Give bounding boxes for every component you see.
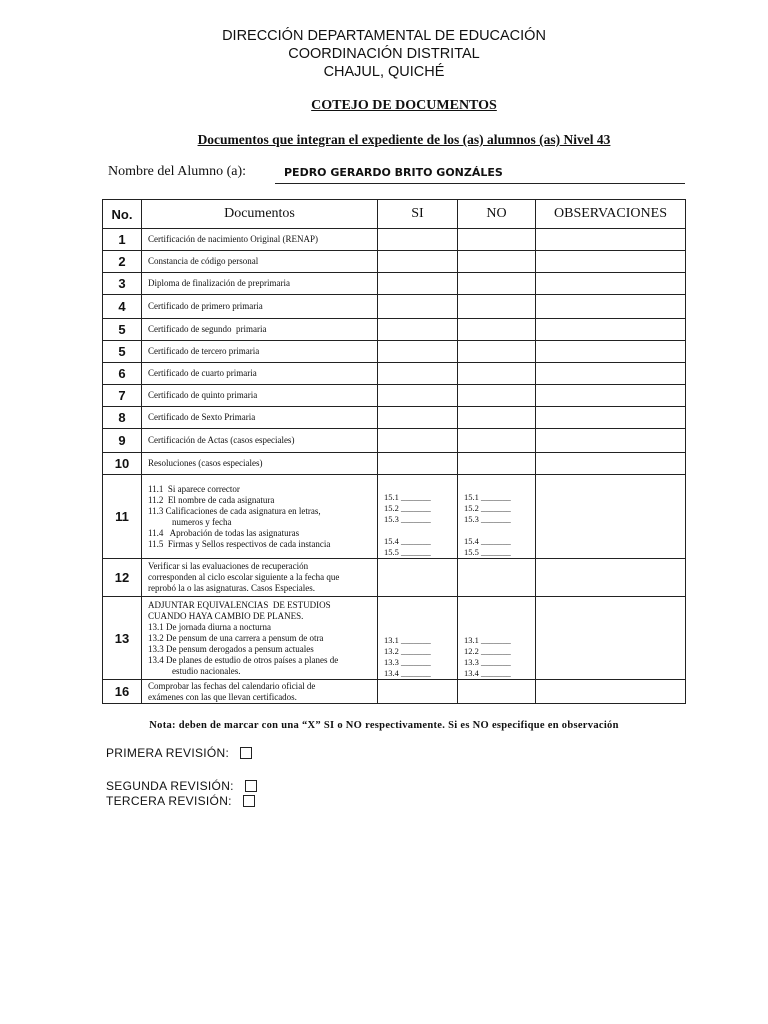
document-description <box>142 251 378 273</box>
observaciones-cell[interactable] <box>536 475 686 559</box>
document-line: numeros y fecha <box>172 516 232 527</box>
table-row <box>103 475 686 559</box>
si-cell[interactable] <box>378 341 458 363</box>
si-cell[interactable] <box>378 273 458 295</box>
table-header-row <box>103 200 686 229</box>
table-row <box>103 385 686 407</box>
no-cell[interactable] <box>458 229 536 251</box>
si-cell[interactable] <box>378 429 458 453</box>
table-row <box>103 273 686 295</box>
no-cell[interactable] <box>458 597 536 680</box>
document-line: 11.3 Calificaciones de cada asignatura en letras, <box>148 505 321 516</box>
document-line: estudio nacionales. <box>172 665 241 676</box>
no-cell[interactable] <box>458 295 536 319</box>
document-line: 13.3 De pensum derogados a pensum actuales <box>148 643 314 654</box>
row-number: 6 <box>103 363 142 385</box>
si-cell[interactable] <box>378 597 458 680</box>
document-description <box>142 385 378 407</box>
document-description <box>142 341 378 363</box>
no-cell-line: 15.5 _______ <box>464 547 511 557</box>
document-line: 11.1 Si aparece corrector <box>148 483 240 494</box>
document-description <box>142 295 378 319</box>
no-cell-line: 13.3 _______ <box>464 657 511 667</box>
observaciones-cell[interactable] <box>536 385 686 407</box>
no-cell-line: 13.4 _______ <box>464 668 511 678</box>
header-si: SI <box>378 200 458 229</box>
observaciones-cell[interactable] <box>536 407 686 429</box>
no-cell-line: 13.1 _______ <box>464 635 511 645</box>
table-row <box>103 453 686 475</box>
observaciones-cell[interactable] <box>536 363 686 385</box>
primera-revision-checkbox[interactable] <box>240 747 252 759</box>
table-row <box>103 229 686 251</box>
document-line: Certificado de primero primaria <box>148 301 263 311</box>
no-cell-line: 15.3 _______ <box>464 514 511 524</box>
si-cell[interactable] <box>378 680 458 704</box>
document-description <box>142 319 378 341</box>
row-number: 5 <box>103 341 142 363</box>
document-line: Certificado de cuarto primaria <box>148 368 257 378</box>
no-cell-line: 15.4 _______ <box>464 536 511 546</box>
no-cell[interactable] <box>458 273 536 295</box>
document-description <box>142 363 378 385</box>
no-cell[interactable] <box>458 385 536 407</box>
no-cell-line: 15.2 _______ <box>464 503 511 513</box>
si-cell-line: 13.4 _______ <box>384 668 431 678</box>
table-row <box>103 341 686 363</box>
document-line: ADJUNTAR EQUIVALENCIAS DE ESTUDIOS <box>148 599 331 610</box>
si-cell[interactable] <box>378 453 458 475</box>
si-cell[interactable] <box>378 295 458 319</box>
no-cell[interactable] <box>458 475 536 559</box>
row-number: 3 <box>103 273 142 295</box>
table-row <box>103 363 686 385</box>
row-number: 1 <box>103 229 142 251</box>
header-no: No. <box>103 200 142 229</box>
no-cell-line <box>464 525 535 536</box>
no-cell[interactable] <box>458 453 536 475</box>
observaciones-cell[interactable] <box>536 680 686 704</box>
observaciones-cell[interactable] <box>536 319 686 341</box>
row-number: 9 <box>103 429 142 453</box>
row-number: 7 <box>103 385 142 407</box>
student-name-field[interactable]: PEDRO GERARDO BRITO GONZÁLES <box>275 166 685 184</box>
document-description <box>142 597 378 680</box>
observaciones-cell[interactable] <box>536 597 686 680</box>
observaciones-cell[interactable] <box>536 341 686 363</box>
no-cell-line: 15.1 _______ <box>464 492 511 502</box>
document-line: Comprobar las fechas del calendario oficial de <box>148 680 316 691</box>
document-description <box>142 475 378 559</box>
documents-table <box>102 199 686 704</box>
document-subtitle: Documentos que integran el expediente de los (as) alumnos (as) Nivel 43 <box>197 132 611 147</box>
observaciones-cell[interactable] <box>536 559 686 597</box>
header-line-3: CHAJUL, QUICHÉ <box>323 64 445 80</box>
document-description <box>142 273 378 295</box>
primera-revision-label: PRIMERA REVISIÓN: <box>106 746 230 760</box>
row-number: 11 <box>103 475 142 559</box>
si-cell-line: 15.4 _______ <box>384 536 431 546</box>
document-line: Diploma de finalización de preprimaria <box>148 278 290 288</box>
si-cell-line: 15.2 _______ <box>384 503 431 513</box>
no-cell[interactable] <box>458 407 536 429</box>
si-cell-line: 13.3 _______ <box>384 657 431 667</box>
si-cell[interactable] <box>378 559 458 597</box>
si-cell[interactable] <box>378 407 458 429</box>
document-line: Certificado de Sexto Primaria <box>148 412 256 422</box>
table-row <box>103 429 686 453</box>
table-row <box>103 680 686 704</box>
observaciones-cell[interactable] <box>536 251 686 273</box>
row-number: 2 <box>103 251 142 273</box>
document-description <box>142 229 378 251</box>
row-number: 4 <box>103 295 142 319</box>
document-line: 13.1 De jornada diurna a nocturna <box>148 621 271 632</box>
observaciones-cell[interactable] <box>536 229 686 251</box>
document-description <box>142 429 378 453</box>
table-row <box>103 407 686 429</box>
tercera-revision-row <box>106 794 255 808</box>
document-line: 13.2 De pensum de una carrera a pensum de otra <box>148 632 324 643</box>
no-cell[interactable] <box>458 429 536 453</box>
document-line: Verificar si las evaluaciones de recuperación <box>148 561 309 571</box>
table-row <box>103 319 686 341</box>
si-cell[interactable] <box>378 251 458 273</box>
row-number: 13 <box>103 597 142 680</box>
no-cell-line: 12.2 _______ <box>464 646 511 656</box>
row-number: 8 <box>103 407 142 429</box>
document-line: Resoluciones (casos especiales) <box>148 458 263 468</box>
table-row <box>103 597 686 680</box>
no-cell[interactable] <box>458 319 536 341</box>
row-number: 12 <box>103 559 142 597</box>
si-cell-line: 15.5 _______ <box>384 547 431 557</box>
student-name-label: Nombre del Alumno (a): <box>108 164 247 179</box>
si-cell-line <box>384 525 457 536</box>
observaciones-cell[interactable] <box>536 429 686 453</box>
observaciones-cell[interactable] <box>536 453 686 475</box>
document-line: corresponden al ciclo escolar siguiente a la fecha que <box>148 572 340 582</box>
si-cell[interactable] <box>378 363 458 385</box>
document-line: Certificado de segundo primaria <box>148 324 267 334</box>
header-documentos: Documentos <box>142 200 378 229</box>
si-cell-line: 13.1 _______ <box>384 635 431 645</box>
document-line: reprobó la o las asignaturas. Casos Especiales. <box>148 583 315 593</box>
observaciones-cell[interactable] <box>536 295 686 319</box>
document-line: Constancia de código personal <box>148 256 259 266</box>
document-line: exámenes con las que llevan certificados. <box>148 691 297 702</box>
observaciones-cell[interactable] <box>536 273 686 295</box>
no-cell[interactable] <box>458 363 536 385</box>
header-line-2: COORDINACIÓN DISTRITAL <box>288 46 480 62</box>
table-row <box>103 295 686 319</box>
si-cell[interactable] <box>378 319 458 341</box>
document-line: Certificado de quinto primaria <box>148 390 258 400</box>
segunda-revision-label: SEGUNDA REVISIÓN: <box>106 779 234 793</box>
no-cell[interactable] <box>458 251 536 273</box>
document-line: 11.4 Aprobación de todas las asignaturas <box>148 527 300 538</box>
no-cell[interactable] <box>458 341 536 363</box>
document-line: CUANDO HAYA CAMBIO DE PLANES. <box>148 610 304 621</box>
row-number: 10 <box>103 453 142 475</box>
header-no-col: NO <box>458 200 536 229</box>
no-cell[interactable] <box>458 680 536 704</box>
row-number: 5 <box>103 319 142 341</box>
tercera-revision-checkbox[interactable] <box>243 795 255 807</box>
document-line: Certificación de Actas (casos especiales) <box>148 435 295 445</box>
si-cell[interactable] <box>378 385 458 407</box>
tercera-revision-label: TERCERA REVISIÓN: <box>106 794 232 808</box>
si-cell[interactable] <box>378 475 458 559</box>
document-description <box>142 559 378 597</box>
si-cell-line: 15.1 _______ <box>384 492 431 502</box>
row-number: 16 <box>103 680 142 704</box>
document-description <box>142 407 378 429</box>
document-line: Certificación de nacimiento Original (RENAP) <box>148 234 318 244</box>
document-description <box>142 680 378 704</box>
document-line: 13.4 De planes de estudio de otros países a planes de <box>148 654 339 665</box>
segunda-revision-row <box>106 779 257 793</box>
si-cell[interactable] <box>378 229 458 251</box>
table-row <box>103 251 686 273</box>
no-cell[interactable] <box>458 559 536 597</box>
segunda-revision-checkbox[interactable] <box>245 780 257 792</box>
table-row <box>103 559 686 597</box>
document-line: Certificado de tercero primaria <box>148 346 260 356</box>
document-line: 11.5 Firmas y Sellos respectivos de cada instancia <box>148 538 331 549</box>
header-line-1: DIRECCIÓN DEPARTAMENTAL DE EDUCACIÓN <box>222 28 546 44</box>
header-observaciones: OBSERVACIONES <box>536 200 686 229</box>
si-cell-line: 13.2 _______ <box>384 646 431 656</box>
document-title: COTEJO DE DOCUMENTOS <box>311 98 497 113</box>
document-line: 11.2 El nombre de cada asignatura <box>148 494 275 505</box>
si-cell-line: 15.3 _______ <box>384 514 431 524</box>
note-text: Nota: deben de marcar con una “X” SI o NO respectivamente. Si es NO especifique en observación <box>149 720 619 731</box>
primera-revision-row <box>106 746 252 760</box>
document-description <box>142 453 378 475</box>
